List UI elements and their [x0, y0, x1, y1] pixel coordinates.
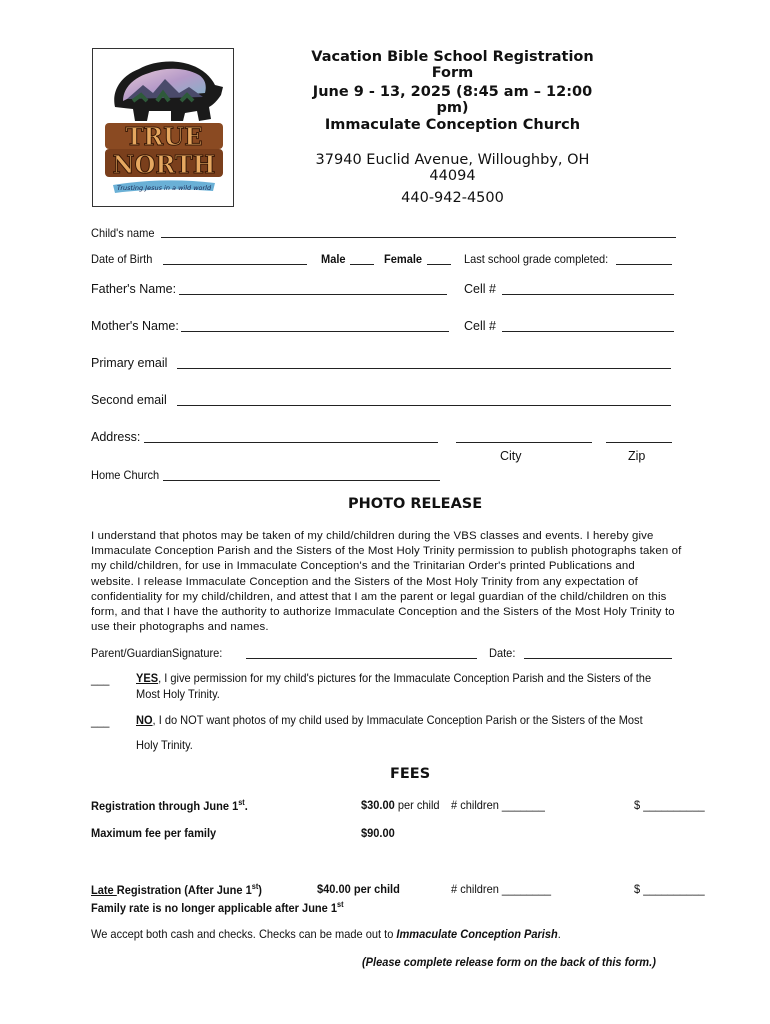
yes-word: YES — [136, 671, 159, 685]
logo-tagline: Trusting Jesus in a wild world — [116, 184, 212, 192]
church-address: 37940 Euclid Avenue, Willoughby, OH 44094 — [315, 152, 590, 184]
release-line: I understand that photos may be taken of my child/children during the VBS classes and events. I hereby give — [91, 530, 654, 542]
registration-children-field[interactable]: # children _______ — [451, 798, 545, 812]
max-fee-label: Maximum fee per family — [91, 826, 217, 840]
mother-cell-label: Cell # — [464, 319, 496, 333]
church-phone: 440-942-4500 — [401, 190, 504, 206]
logo-text-north: NORTH — [112, 150, 216, 179]
father-cell-field[interactable] — [502, 294, 674, 295]
father-field[interactable] — [179, 294, 447, 295]
signature-label: Parent/GuardianSignature: — [91, 646, 223, 660]
signature-date-field[interactable] — [524, 658, 672, 659]
registration-total-field[interactable]: $ __________ — [634, 798, 705, 812]
release-line: Immaculate Conception Parish and the Sisters of the Most Holy Trinity permission to publish photographs taken of — [91, 545, 682, 558]
yes-text: , I give permission for my child's pictures for the Immaculate Conception Parish and the Sisters of the — [158, 671, 652, 685]
primary-email-field[interactable] — [177, 368, 671, 369]
male-field[interactable] — [350, 264, 374, 265]
logo-frame — [92, 48, 234, 207]
grade-label: Last school grade completed: — [464, 252, 609, 266]
no-word: NO — [136, 713, 153, 727]
home-church-field[interactable] — [163, 480, 440, 481]
address-label: Address: — [91, 430, 141, 444]
photo-release-title: PHOTO RELEASE — [348, 496, 483, 512]
event-dates: June 9 - 13, 2025 (8:45 am – 12:00 pm) — [312, 84, 593, 116]
signature-date-label: Date: — [489, 646, 516, 660]
zip-label: Zip — [628, 449, 646, 463]
photo-release-paragraph — [91, 529, 726, 635]
church-name: Immaculate Conception Church — [324, 117, 581, 133]
payment-note: We accept both cash and checks. Checks can be made out to Immaculate Conception Parish. — [91, 927, 561, 941]
true-north-logo — [93, 49, 233, 206]
second-email-field[interactable] — [177, 405, 671, 406]
female-label: Female — [384, 252, 423, 266]
child-name-field[interactable] — [161, 237, 676, 238]
release-line: website. I release Immaculate Conception and the Sisters of the Most Holy Trinity from any expectation of — [91, 575, 638, 588]
no-option-text-cont: Holy Trinity. — [136, 738, 193, 752]
grade-field[interactable] — [616, 264, 672, 265]
late-price: $40.00 per child — [317, 882, 400, 896]
form-title: Vacation Bible School Registration Form — [311, 49, 594, 81]
zip-field[interactable] — [606, 442, 672, 443]
max-fee-price: $90.00 — [361, 826, 395, 840]
late-children-field[interactable]: # children ________ — [451, 882, 552, 896]
registration-price: $30.00 per child — [361, 798, 440, 812]
late-registration-label: Late Registration (After June 1st) — [91, 882, 262, 897]
child-name-label: Child's name — [91, 226, 155, 240]
fees-title: FEES — [390, 766, 431, 782]
address-field[interactable] — [144, 442, 438, 443]
release-line: confidentiality for my child/children, and attest that I am the parent or legal guardian of the child/children on this — [91, 590, 667, 603]
signature-field[interactable] — [246, 658, 477, 659]
father-label: Father's Name: — [91, 282, 177, 296]
late-total-field[interactable]: $ __________ — [634, 882, 705, 896]
yes-option-text-cont: Most Holy Trinity. — [136, 687, 220, 701]
release-line: my child/children, for use in Immaculate Conception's and the Trinitarian Order's printed Publications and — [91, 560, 635, 573]
yes-option-text — [136, 671, 651, 685]
no-option-text — [136, 713, 643, 727]
release-line: use their photographs and names. — [91, 621, 269, 634]
female-field[interactable] — [427, 264, 451, 265]
home-church-label: Home Church — [91, 468, 160, 482]
yes-checkbox[interactable]: ___ — [91, 672, 110, 686]
registration-label: Registration through June 1st. — [91, 798, 248, 813]
male-label: Male — [321, 252, 346, 266]
no-text: , I do NOT want photos of my child used by Immaculate Conception Parish or the Sisters of the Most — [152, 713, 643, 727]
logo-text-true: TRUE — [125, 122, 203, 151]
mother-cell-field[interactable] — [502, 331, 674, 332]
release-line: form, and that I have the authority to authorize Immaculate Conception and the Sisters of the Most Holy Trinity to — [91, 606, 675, 619]
mother-field[interactable] — [181, 331, 449, 332]
family-rate-note: Family rate is no longer applicable after June 1st — [91, 900, 344, 915]
footer-note: (Please complete release form on the back of this form.) — [362, 955, 656, 969]
father-cell-label: Cell # — [464, 282, 496, 296]
city-label: City — [500, 449, 522, 463]
city-field[interactable] — [456, 442, 592, 443]
second-email-label: Second email — [91, 393, 167, 407]
dob-field[interactable] — [163, 264, 307, 265]
mother-label: Mother's Name: — [91, 319, 179, 333]
dob-label: Date of Birth — [91, 252, 153, 266]
primary-email-label: Primary email — [91, 356, 168, 370]
no-checkbox[interactable]: ___ — [91, 714, 110, 728]
